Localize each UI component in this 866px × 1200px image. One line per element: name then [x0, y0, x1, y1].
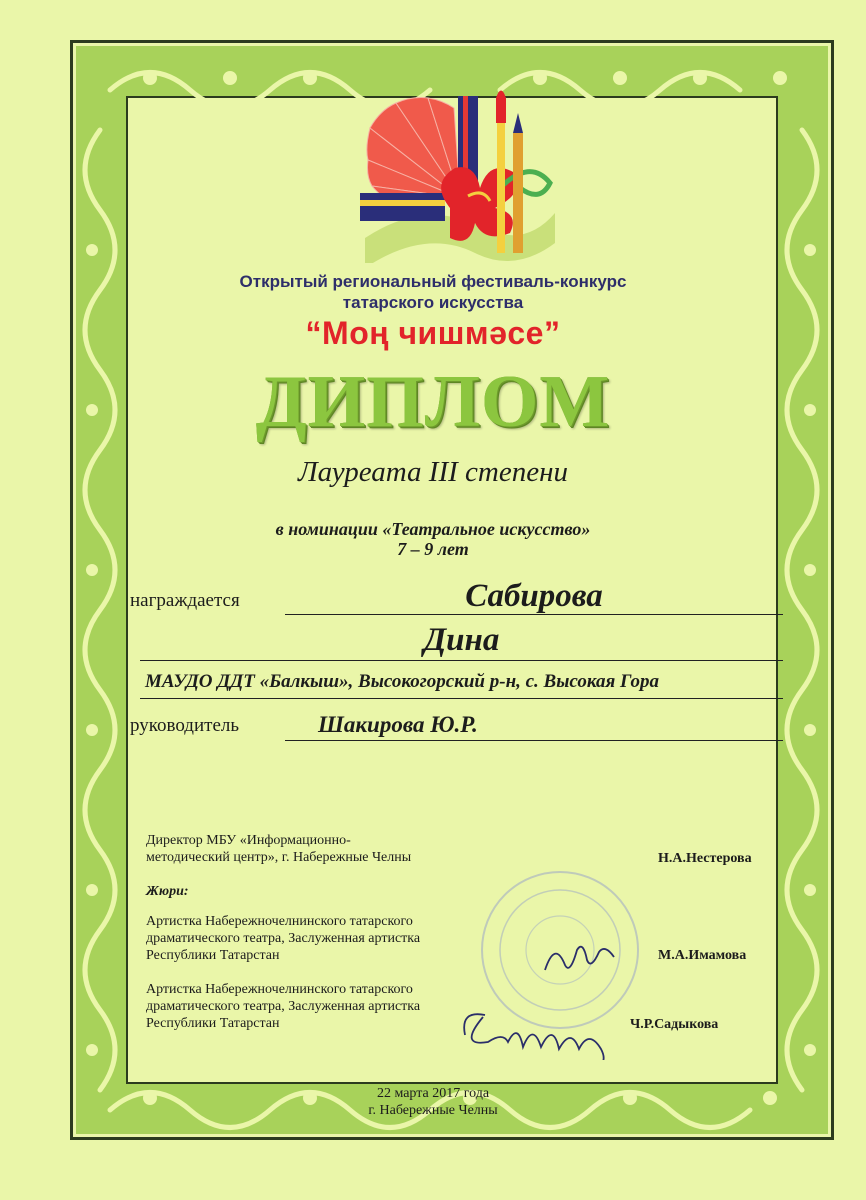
jury1-name: М.А.Имамова — [658, 948, 747, 963]
awarded-label: награждается — [130, 590, 240, 611]
organization-underline — [140, 698, 783, 699]
diploma-title: ДИПЛОМ — [255, 361, 611, 443]
jury1-signature — [540, 935, 620, 980]
awardee-surname: Сабирова — [465, 578, 603, 614]
age-category: 7 – 9 лет — [397, 539, 469, 559]
festival-title-line1: Открытый региональный фестиваль-конкурс — [239, 272, 627, 291]
laureate-degree: Лауреата III степени — [298, 456, 568, 488]
director-title-line2: методический центр», г. Набережные Челны — [146, 850, 412, 865]
jury2-title-line2: драматического театра, Заслуженная артистка — [146, 999, 421, 1014]
director-name: Н.А.Нестерова — [658, 851, 752, 866]
mentor-label: руководитель — [130, 715, 240, 736]
festival-title-line2: татарского искусства — [342, 293, 524, 312]
festival-logo — [350, 88, 560, 263]
mentor-name: Шакирова Ю.Р. — [318, 712, 478, 737]
festival-name: “Моң чишмәсе” — [305, 315, 561, 351]
jury1-title-line3: Республики Татарстан — [146, 948, 280, 963]
awardee-first-name: Дина — [423, 622, 500, 658]
organization: МАУДО ДДТ «Балкыш», Высокогорский р-н, с. Высокая Гора — [145, 671, 660, 692]
mentor-underline — [285, 740, 783, 741]
director-title-line1: Директор МБУ «Информационно- — [146, 833, 351, 848]
jury2-name: Ч.Р.Садыкова — [630, 1017, 719, 1032]
first-name-underline — [140, 660, 783, 661]
jury2-title-line1: Артистка Набережночелнинского татарского — [146, 982, 413, 997]
jury2-title-line3: Республики Татарстан — [146, 1016, 280, 1031]
issue-city: г. Набережные Челны — [368, 1103, 498, 1118]
jury1-title-line2: драматического театра, Заслуженная артистка — [146, 931, 421, 946]
jury1-title-line1: Артистка Набережночелнинского татарского — [146, 914, 413, 929]
jury2-signature — [455, 995, 625, 1060]
nomination: в номинации «Театральное искусство» — [275, 519, 591, 539]
issue-date: 22 марта 2017 года — [376, 1086, 490, 1101]
jury-label: Жюри: — [146, 884, 189, 899]
